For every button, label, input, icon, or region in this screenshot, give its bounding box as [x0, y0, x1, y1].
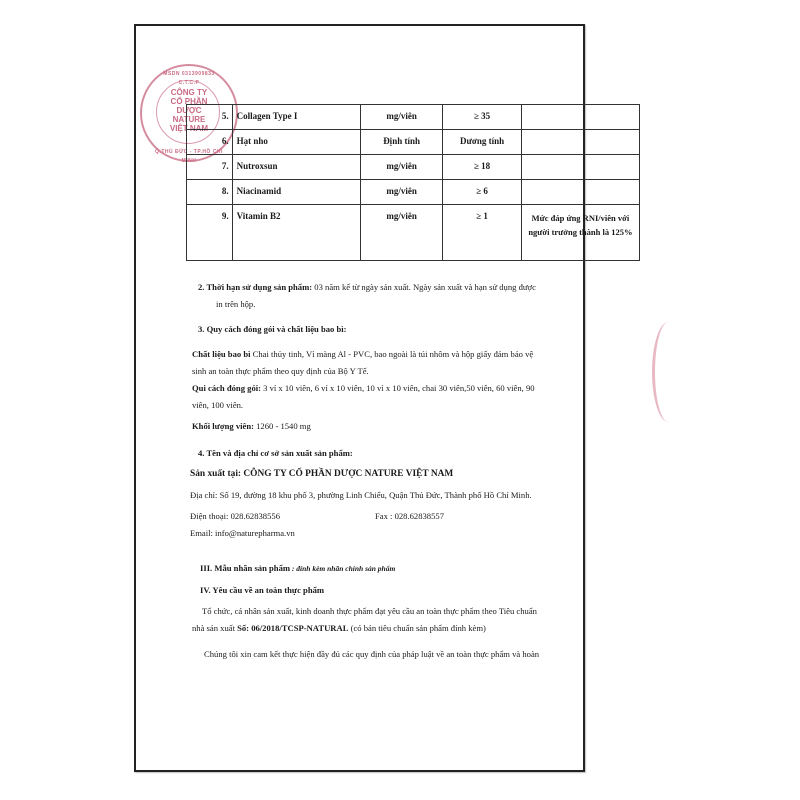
- ingredient-name: Niacinamid: [232, 180, 360, 205]
- value: ≥ 6: [443, 180, 521, 205]
- paragraph-suffix: (có bản tiêu chuẩn sản phẩm đính kèm): [348, 623, 486, 633]
- row-number: 5.: [187, 105, 233, 130]
- unit: mg/viên: [360, 205, 442, 261]
- section-text: in trên hộp.: [216, 299, 256, 309]
- section-text: : đính kèm nhãn chính sản phẩm: [290, 564, 396, 573]
- note: [521, 155, 639, 180]
- unit: Định tính: [360, 130, 442, 155]
- producer-address: Địa chỉ: Số 19, đường 18 khu phố 3, phường Linh Chiểu, Quận Thủ Đức, Thành phố Hồ Chí Minh.: [190, 490, 532, 500]
- unit: mg/viên: [360, 180, 442, 205]
- section-heading: 2. Thời hạn sử dụng sản phẩm:: [198, 282, 313, 292]
- table-row: [187, 205, 640, 261]
- paragraph: Tổ chức, cá nhân sản xuất, kinh doanh thực phẩm đạt yêu cầu an toàn thực phẩm theo Tiêu chuẩn: [202, 606, 537, 616]
- section-heading: IV. Yêu cầu về an toàn thực phẩm: [200, 585, 325, 595]
- note: [521, 180, 639, 205]
- stamp-ring-text-bottom: Q.THỦ ĐỨC - TP.HỒ CHÍ MINH: [155, 149, 223, 164]
- section-heading: III. Mẫu nhãn sản phẩm: [200, 563, 291, 573]
- specification-table: [186, 104, 640, 261]
- standard-number: Số: 06/2018/TCSP-NATURAL: [237, 623, 349, 633]
- producer-email: Email: info@naturepharma.vn: [190, 528, 295, 538]
- note: [521, 130, 639, 155]
- material-text: Chai thủy tinh, Vỉ màng Al - PVC, bao ngoài là túi nhôm và hộp giấy đảm bảo vệ: [250, 349, 534, 359]
- row-number: 9.: [187, 205, 233, 261]
- stamp-line: DƯỢC: [176, 106, 202, 115]
- producer-fax: Fax : 028.62838557: [375, 511, 444, 521]
- row-number: 8.: [187, 180, 233, 205]
- stamp-line: CÔNG TY: [170, 88, 208, 97]
- material-label: Chất liệu bao bì: [192, 349, 251, 359]
- section-shelf-life: [198, 279, 638, 313]
- value: ≥ 35: [443, 105, 521, 130]
- commitment-paragraph: Chúng tôi xin cam kết thực hiện đầy đủ các quy định của pháp luật về an toàn thực phẩm và hoàn: [204, 649, 540, 659]
- table-row: [187, 130, 640, 155]
- section-text: 03 năm kể từ ngày sản xuất. Ngày sản xuất và hạn sử dụng được: [312, 282, 536, 292]
- table-row: [187, 155, 640, 180]
- material-text-cont: sinh an toàn thực phẩm theo quy định của Bộ Y Tế.: [192, 366, 369, 376]
- value: ≥ 1: [443, 205, 521, 261]
- section-heading: 4. Tên và địa chỉ cơ sở sản xuất sản phẩm:: [198, 448, 353, 458]
- producer-details: [190, 466, 630, 542]
- packing-text-cont: viên, 100 viên.: [192, 400, 244, 410]
- weight-text: 1260 - 1540 mg: [253, 421, 311, 431]
- section-producer: [198, 445, 638, 462]
- stamp-line: CỔ PHẦN: [170, 97, 208, 106]
- row-number: 7.: [187, 155, 233, 180]
- section-packaging: [198, 321, 638, 338]
- stamp-line: NATURE: [172, 115, 206, 124]
- producer-name: CÔNG TY CỔ PHẦN DƯỢC NATURE VIỆT NAM: [241, 469, 454, 479]
- stamp-ring-text-top: MSDN 0313909833 C.T.C.P: [163, 71, 215, 86]
- weight-label: Khối lượng viên:: [192, 421, 254, 431]
- table-row: [187, 105, 640, 130]
- producer-label: Sản xuất tại:: [190, 469, 242, 479]
- partial-side-stamp: [652, 322, 685, 422]
- section-heading: 3. Quy cách đóng gói và chất liệu bao bì:: [198, 324, 347, 334]
- value: Dương tính: [443, 130, 521, 155]
- packaging-details: [192, 346, 632, 435]
- ingredient-name: Collagen Type I: [232, 105, 360, 130]
- section-food-safety: [200, 582, 640, 599]
- packing-label: Qui cách đóng gói:: [192, 383, 261, 393]
- table-row: [187, 180, 640, 205]
- ingredient-name: Vitamin B2: [232, 205, 360, 261]
- row-number: 6.: [187, 130, 233, 155]
- producer-phone: Điện thoại: 028.62838556: [190, 511, 280, 521]
- unit: mg/viên: [360, 105, 442, 130]
- paragraph-prefix: nhà sản xuất: [192, 623, 238, 633]
- food-safety-text: [192, 603, 632, 663]
- unit: mg/viên: [360, 155, 442, 180]
- ingredient-name: Nutroxsun: [232, 155, 360, 180]
- ingredient-name: Hạt nho: [232, 130, 360, 155]
- packing-text: 3 vỉ x 10 viên, 6 vỉ x 10 viên, 10 vỉ x 10 viên, chai 30 viên,50 viên, 60 viên, 90: [261, 383, 535, 393]
- section-label-sample: [200, 560, 640, 577]
- note: Mức đáp ứng RNI/viên với người trưởng thành là 125%: [521, 205, 639, 261]
- note: [521, 105, 639, 130]
- value: ≥ 18: [443, 155, 521, 180]
- stamp-line: VIỆT NAM: [169, 124, 209, 133]
